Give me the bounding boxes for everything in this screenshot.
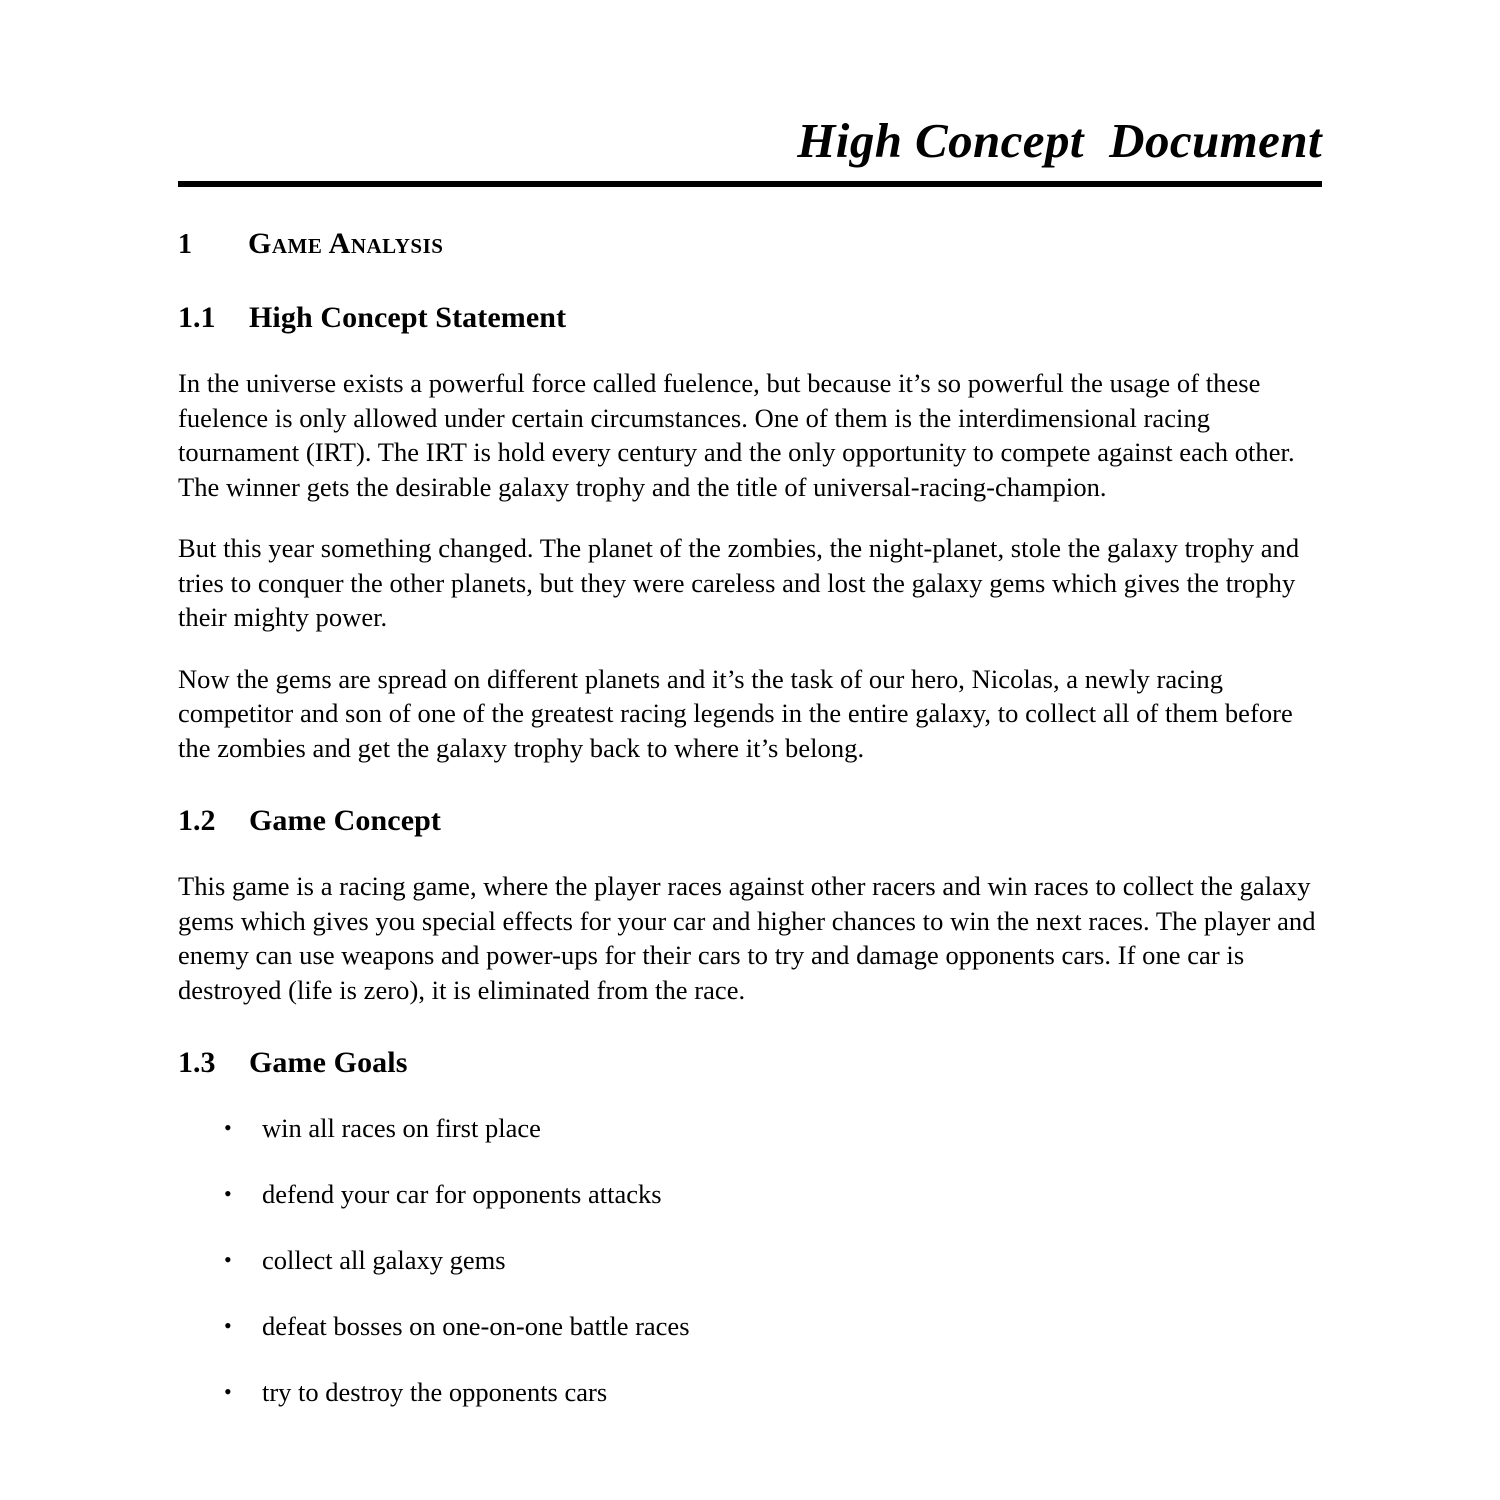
section-heading-1 — [178, 187, 1322, 262]
paragraph: This game is a racing game, where the player races against other racers and win races to collect the galaxy gems which gives you special effects for your car and higher chances to win the next races. The player and enemy can use weapons and power-ups for their cars to try and damage opponents cars. If one car is destroyed (life is zero), it is eliminated from the race. — [178, 871, 1316, 1005]
bullet-icon: • — [224, 1115, 232, 1140]
paragraph: But this year something changed. The planet of the zombies, the night-planet, stole the galaxy trophy and tries to conquer the other planets, but they were careless and lost the galaxy gems which gives the trophy their mighty power. — [178, 533, 1300, 632]
list-item-label: win all races on first place — [262, 1113, 541, 1143]
bullet-icon: • — [224, 1247, 232, 1272]
list-item — [178, 1309, 1322, 1343]
subsection-heading-1-3 — [178, 1007, 1322, 1081]
list-item — [178, 1111, 1322, 1145]
subsection-number: 1.2 — [178, 804, 216, 837]
section-title: Game Analysis — [248, 227, 444, 260]
list-item — [178, 1375, 1322, 1409]
list-item-label: defeat bosses on one-on-one battle races — [262, 1311, 690, 1341]
page-title: High Concept Document — [797, 113, 1322, 168]
paragraph: Now the gems are spread on different planets and it’s the task of our hero, Nicolas, a newly racing competitor and son of one of the greatest racing legends in the entire galaxy, to collect all of them before the zombies and get the galaxy trophy back to where it’s belong. — [178, 663, 1293, 763]
list-item-label: collect all galaxy gems — [262, 1245, 506, 1275]
subsection-number: 1.1 — [178, 301, 216, 334]
list-item — [178, 1243, 1322, 1277]
list-item-label: defend your car for opponents attacks — [262, 1179, 662, 1209]
bullet-icon: • — [224, 1379, 232, 1404]
list-item — [178, 1177, 1322, 1211]
section-number: 1 — [178, 229, 192, 260]
game-goals-list — [178, 1081, 1322, 1409]
paragraph: In the universe exists a powerful force called fuelence, but because it’s so powerful the usage of these fuelence is only allowed under certain circumstances. One of them is the interdimensional racing tournament (IRT). The IRT is hold every century and the only opportunity to compete against each other. The winner gets the desirable galaxy trophy and the title of universal-racing-champion. — [178, 368, 1295, 502]
subsection-heading-1-1 — [178, 262, 1322, 336]
bullet-icon: • — [224, 1181, 232, 1206]
subsection-heading-1-2 — [178, 765, 1322, 839]
bullet-icon: • — [224, 1313, 232, 1338]
subsection-title: Game Concept — [249, 804, 441, 837]
document-header — [178, 0, 1322, 187]
subsection-title: High Concept Statement — [249, 301, 567, 334]
subsection-number: 1.3 — [178, 1046, 216, 1079]
subsection-title: Game Goals — [249, 1046, 408, 1079]
list-item-label: try to destroy the opponents cars — [262, 1377, 608, 1407]
